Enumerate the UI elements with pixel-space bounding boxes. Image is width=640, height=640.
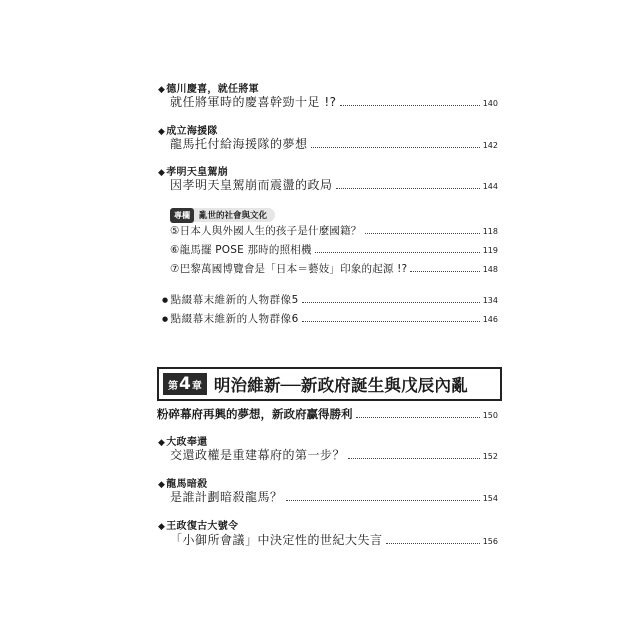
- page-number: 156: [482, 537, 498, 546]
- chapter-heading[interactable]: [157, 367, 502, 401]
- entry-text: 是誰計劃暗殺龍馬？: [170, 490, 283, 504]
- entry-text: 龍馬托付給海援隊的夢想: [170, 137, 308, 151]
- entry-text: 因孝明天皇駕崩而震盪的政局: [170, 178, 333, 192]
- entry-text: ⑥龍馬擺 POSE 那時的照相機: [170, 244, 312, 256]
- toc-heading: ◆ 孝明天皇駕崩: [158, 163, 228, 178]
- toc-entry[interactable]: [170, 136, 498, 152]
- column-tag: [170, 208, 275, 222]
- dot-leader: [340, 105, 480, 106]
- entry-text: 交還政權是重建幕府的第一步？: [170, 448, 346, 462]
- entry-text: 就任將軍時的慶喜幹勁十足 !?: [170, 95, 337, 109]
- page-number: 154: [482, 494, 498, 503]
- section-text: 粉碎幕府再興的夢想，新政府贏得勝利: [157, 407, 353, 421]
- page-number: 152: [482, 452, 498, 461]
- column-badge: 專欄: [170, 208, 194, 223]
- dot-leader: [336, 188, 480, 189]
- dot-leader: [365, 233, 480, 234]
- dot-leader: [348, 458, 480, 459]
- dot-leader: [302, 321, 480, 322]
- entry-text: 「小御所會議」中決定性的世紀大失言: [170, 533, 383, 547]
- dot-leader: [410, 271, 479, 272]
- entry-text: ⑦巴黎萬國博覽會是「日本＝藝妓」印象的起源 !?: [170, 263, 408, 275]
- chapter-prefix: 第: [168, 380, 178, 392]
- toc-entry[interactable]: [170, 177, 498, 193]
- toc-heading: ◆ 成立海援隊: [158, 122, 218, 137]
- entry-text: ● 點綴幕末維新的人物群像6: [162, 311, 299, 326]
- toc-entry[interactable]: [170, 447, 498, 463]
- page-number: 148: [482, 265, 498, 274]
- dot-leader: [311, 147, 480, 148]
- toc-entry[interactable]: [170, 94, 498, 110]
- page-number: 146: [482, 315, 498, 324]
- dot-leader: [315, 252, 480, 253]
- dot-leader: [286, 500, 480, 501]
- entry-text: ⑤日本人與外國人生的孩子是什麼國籍？: [170, 225, 362, 237]
- column-entry[interactable]: [170, 262, 498, 276]
- page-number: 150: [482, 411, 498, 420]
- column-entry[interactable]: [170, 243, 498, 257]
- toc-heading: ◆ 龍馬暗殺: [158, 475, 207, 490]
- column-entry[interactable]: [170, 224, 498, 238]
- page-number: 140: [482, 99, 498, 108]
- toc-entry[interactable]: [170, 489, 498, 505]
- section-entry[interactable]: [157, 404, 498, 422]
- chapter-suffix: 章: [191, 380, 202, 392]
- entry-text: ● 點綴幕末維新的人物群像5: [162, 292, 299, 307]
- page-number: 134: [482, 296, 498, 305]
- chapter-badge: [163, 373, 207, 395]
- toc-entry[interactable]: [170, 532, 498, 548]
- chapter-title: 明治維新──新政府誕生與戊辰內亂: [213, 376, 468, 395]
- dot-leader: [386, 543, 480, 544]
- figure-entry[interactable]: [162, 293, 498, 307]
- chapter-number: 4: [179, 374, 191, 394]
- toc-heading: ◆ 德川慶喜，就任將軍: [158, 80, 259, 95]
- page-number: 142: [482, 141, 498, 150]
- toc-heading: ◆ 王政復古大號令: [158, 517, 238, 532]
- toc-heading: ◆ 大政奉還: [158, 433, 207, 448]
- dot-leader: [302, 302, 480, 303]
- dot-leader: [356, 417, 480, 418]
- page-number: 144: [482, 182, 498, 191]
- page-number: 118: [482, 227, 498, 236]
- column-title: 亂世的社會與文化: [199, 211, 268, 221]
- figure-entry[interactable]: [162, 312, 498, 326]
- page-number: 119: [482, 246, 498, 255]
